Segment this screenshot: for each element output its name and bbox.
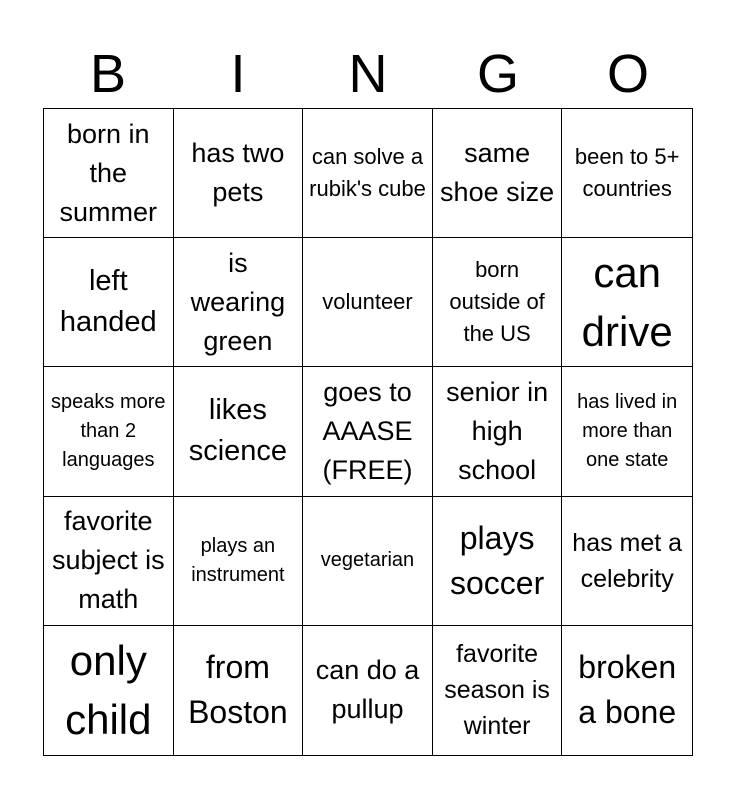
bingo-cell-r5-c3[interactable] [303,626,433,755]
bingo-cell-r2-c5[interactable] [562,238,692,367]
bingo-cell-r2-c3[interactable] [303,238,433,367]
cell-text: vegetarian [320,549,415,572]
bingo-cell-r3-c3[interactable] [303,367,433,496]
bingo-cell-r4-c1[interactable] [44,497,174,626]
bingo-cell-r3-c4[interactable] [433,367,563,496]
bingo-cell-r5-c2[interactable] [174,626,304,755]
bingo-cell-r3-c2[interactable] [174,367,304,496]
cell-text: left handed [59,265,157,339]
bingo-cell-r1-c5[interactable] [562,109,692,238]
cell-text: broken a bone [578,649,677,731]
cell-text: goes to AAASE (FREE) [322,376,413,485]
bingo-cell-r4-c3[interactable] [303,497,433,626]
bingo-cell-r5-c5[interactable] [562,626,692,755]
cell-text: can drive [581,249,673,356]
bingo-board [43,108,693,756]
cell-text: plays soccer [449,519,545,601]
bingo-cell-r1-c1[interactable] [44,109,174,238]
cell-text: speaks more than 2 languages [51,390,166,471]
cell-text: senior in high school [446,376,549,485]
cell-text: likes science [188,394,288,468]
cell-text: has lived in more than one state [577,390,678,471]
header-letter-o: O [606,44,649,104]
bingo-header [43,40,693,108]
bingo-cell-r1-c2[interactable] [174,109,304,238]
header-letter-g: G [476,44,519,104]
header-letter-n: N [348,44,388,104]
cell-text: born in the summer [59,118,158,227]
bingo-cell-r1-c4[interactable] [433,109,563,238]
cell-text: can solve a rubik's cube [309,144,426,202]
cell-text: same shoe size [440,138,555,208]
bingo-cell-r3-c1[interactable] [44,367,174,496]
bingo-cell-r5-c4[interactable] [433,626,563,755]
bingo-cell-r2-c4[interactable] [433,238,563,367]
cell-text: favorite subject is math [52,506,165,615]
cell-text: from Boston [188,649,288,731]
cell-text: volunteer [322,289,413,315]
bingo-cell-r4-c5[interactable] [562,497,692,626]
bingo-cell-r2-c1[interactable] [44,238,174,367]
bingo-cell-r1-c3[interactable] [303,109,433,238]
bingo-cell-r3-c5[interactable] [562,367,692,496]
cell-text: plays an instrument [191,534,285,586]
cell-text: can do a pullup [315,655,420,725]
cell-text: favorite season is winter [444,640,550,741]
cell-text: has two pets [191,138,285,208]
header-letter-b: B [89,44,127,104]
bingo-cell-r4-c2[interactable] [174,497,304,626]
cell-text: born outside of the US [449,257,545,347]
header-letter-i: I [230,44,246,104]
bingo-cell-r2-c2[interactable] [174,238,304,367]
bingo-cell-r4-c4[interactable] [433,497,563,626]
cell-text: has met a celebrity [572,528,683,593]
bingo-cell-r5-c1[interactable] [44,626,174,755]
cell-text: been to 5+ countries [574,144,680,202]
cell-text: is wearing green [190,247,286,356]
cell-text: only child [65,637,152,744]
